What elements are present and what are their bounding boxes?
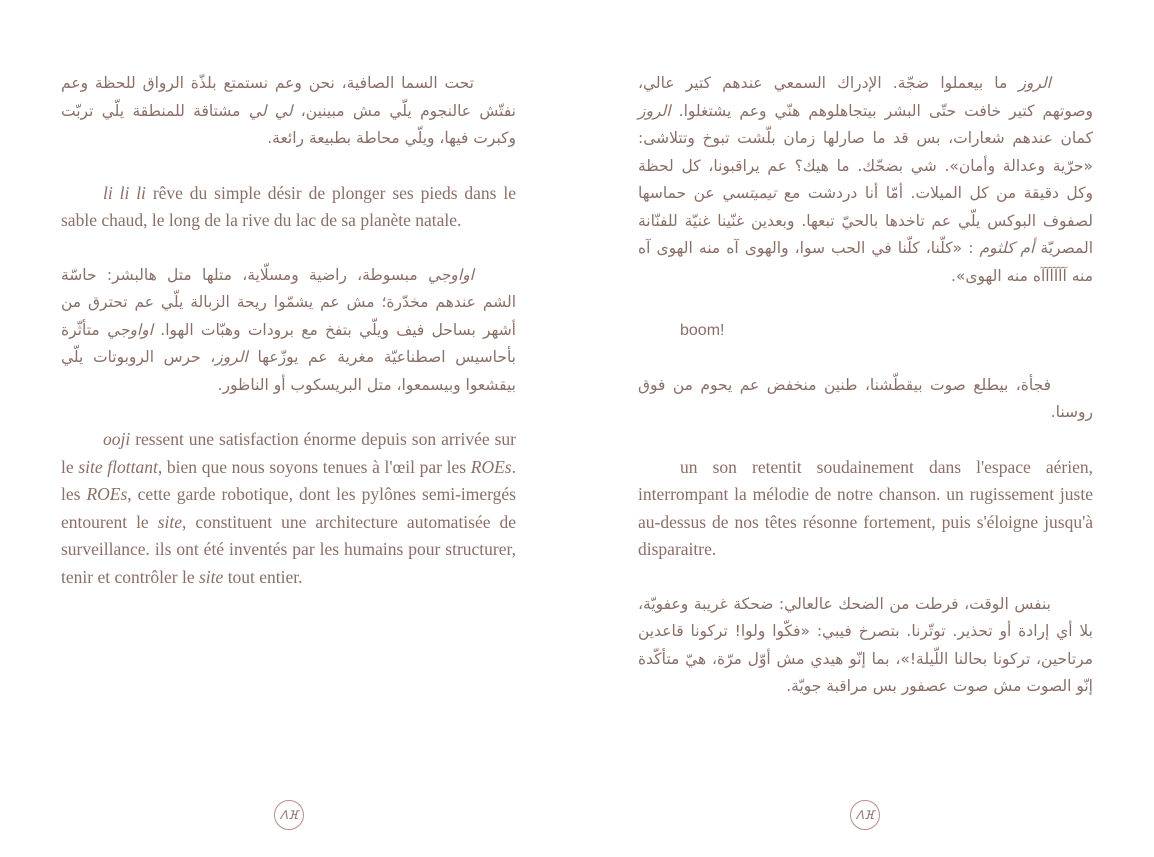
text-run: مشتاقة للمنطقة يلّي تربّت وكبرت فيها، ويلّي محاطة بطبيعة رائعة. bbox=[61, 101, 516, 147]
text-run: كمان عندهم شعارات، بس قد ما صارلها زمان بلّشت تبوخ وتتلاشى: «حرّية وعدالة وأمان». شي بضحّك. ما هيك؟ عم يراقبونا، كل لحظة وكل دقيقة من كل الميلات. أمّا أنا دردشت مع bbox=[638, 129, 1093, 202]
text-run: ما بيعملوا ضجّة. الإدراك السمعي عندهم كتير عالي، وصوتهم كتير خافت حتّى البشر بيتجاهلوهم هنّي وعم يشتغلوا. bbox=[638, 74, 1093, 120]
text-run: , cette garde robotique, dont les pylônes semi-imergés entourent le bbox=[61, 484, 516, 532]
page-number-emblem bbox=[850, 800, 880, 830]
text-run: , bien que nous soyons tenues à l'œil par les bbox=[157, 456, 471, 477]
arabic-paragraph-1 bbox=[61, 70, 516, 153]
page-number: ⴷⴼ bbox=[855, 808, 875, 822]
term-site: site bbox=[157, 511, 182, 532]
name-lili: لي لي bbox=[248, 101, 293, 120]
arabic-paragraph-5: بنفس الوقت، فرطت من الضحك عالعالي: ضحكة غريبة وعفويّة، بلا أي إرادة أو تحذير. توتّرنا. بتصرخ فيبي: «فكّوا ولوا! تركونا قاعدين مرتاحين، تركونا بحالنا اللّيلة!»، بما إنّو هيدي مش أوّل مرّة، هيّ متأكّدة إنّو الصوت مش صوت عصفور بس مراقبة جويّة. bbox=[638, 594, 1093, 695]
name-umm-kulthum: أم كلثوم bbox=[979, 239, 1035, 257]
name-roes: الروز bbox=[638, 101, 671, 120]
french-paragraph-1 bbox=[61, 180, 516, 235]
term-roes: ROEs bbox=[470, 456, 512, 477]
name-ooji: اواوجي bbox=[427, 265, 474, 284]
text-run: مبسوطة، راضية ومسلّاية، متلها متل هالبشر: حاسّة الشم عندهم مخدّرة؛ مش عم يشمّوا ريحة الزبالة يلّي عم تحترق من أشهر بساحل فيف ويلّي بتفخ مع برودات وهبّات الهوا. bbox=[61, 265, 516, 339]
term-roes: ROEs bbox=[86, 484, 128, 504]
text-run: rêve du simple désir de plonger ses pieds dans le sable chaud, le long de la rive du lac de sa planète natale. bbox=[61, 182, 516, 230]
arabic-paragraph-2 bbox=[61, 262, 516, 400]
text-run: : «كلّنا، كلّنا في الحب سوا، والهوى آه منه الهوى آه منه آآآآآآه منه الهوى». bbox=[638, 239, 1093, 285]
boom-interjection: boom! bbox=[680, 322, 725, 339]
name-timitsi: تيميتسي bbox=[722, 184, 777, 202]
arabic-paragraph-4: فجأة، بيطلع صوت بيقطّشنا، طنين منخفض عم يحوم من فوق روسنا. bbox=[638, 375, 1093, 421]
right-text-column bbox=[638, 70, 1093, 701]
text-run: تحت السما الصافية، نحن وعم نستمتع بلذّة الرواق للحظة وعم نفتّش عالنجوم يلّي مش مبينين، bbox=[61, 74, 516, 120]
right-page bbox=[577, 0, 1154, 857]
text-run: tout entier. bbox=[223, 566, 303, 587]
page-number-emblem bbox=[274, 800, 304, 830]
text-run: . les bbox=[61, 456, 516, 504]
page-number: ⴷⴼ bbox=[279, 808, 299, 822]
name-ooji: اواوجي bbox=[106, 320, 154, 339]
french-paragraph-3: un son retentit soudainement dans l'espace aérien, interrompant la mélodie de notre chanson. un rugissement juste au-dessus de nos têtes résonne fortement, puis s'éloigne jusqu'à disparaitre. bbox=[638, 456, 1093, 559]
left-text-column bbox=[61, 70, 516, 591]
name-roes: الروز bbox=[1018, 74, 1051, 92]
name-ooji: ooji bbox=[103, 429, 131, 449]
arabic-paragraph-3 bbox=[638, 70, 1093, 290]
term-site-flottant: site flottant bbox=[78, 456, 158, 477]
text-run: , constituent une architecture automatisée de surveillance. ils ont été inventés par les humains pour structurer, tenir et contrôler le bbox=[61, 511, 517, 587]
term-site: site bbox=[199, 566, 224, 587]
french-paragraph-2 bbox=[61, 426, 516, 591]
text-run: ressent une satisfaction énorme depuis son arrivée sur le bbox=[61, 429, 516, 477]
text-run: ، حرس الروبوتات يلّي بيقشعوا وبيسمعوا، متل البريسكوب أو الناظور. bbox=[61, 348, 516, 394]
name-lili: li li li bbox=[103, 182, 146, 203]
text-run: متأثّرة بأحاسيس اصطناعيّة مغرية عم يوزّعها bbox=[61, 320, 516, 366]
name-roes: الروز bbox=[215, 348, 248, 366]
text-run: عن حماسها لصفوف البوكس يلّي عم تاخدها بالحيّ تبعها. وبعدين غنّينا غنيّة للفنّانة المصريّة bbox=[638, 184, 1093, 257]
